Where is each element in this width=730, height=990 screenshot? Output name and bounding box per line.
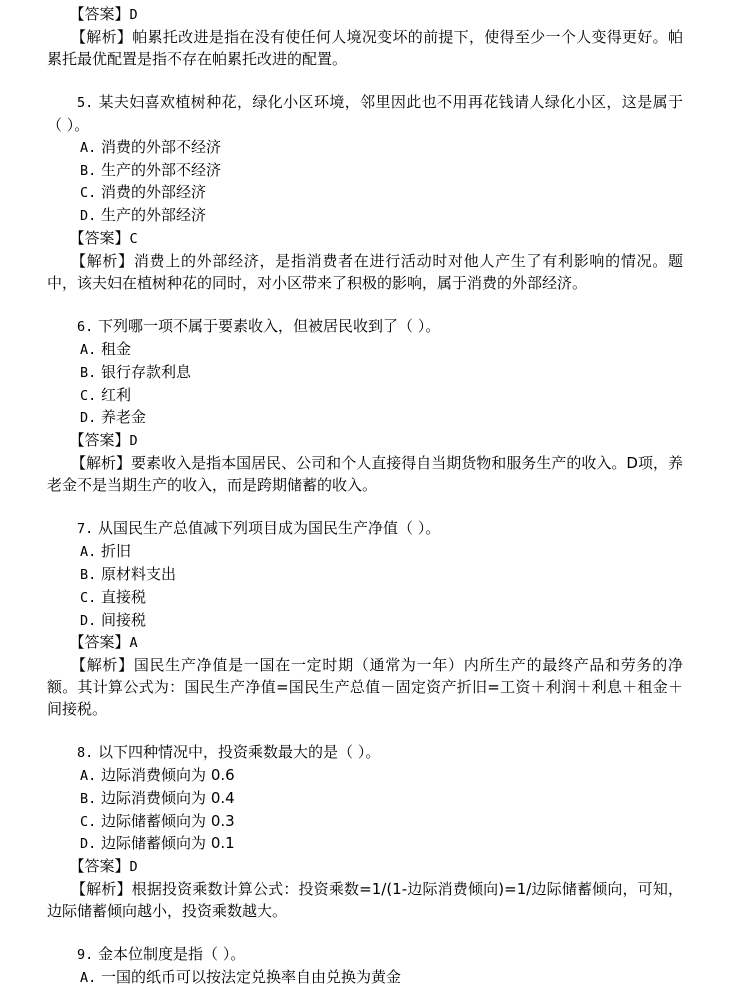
choice-d[interactable] — [47, 407, 683, 430]
choice-letter: C. — [80, 589, 97, 606]
explanation-line — [47, 27, 683, 71]
question-block-6 — [47, 316, 683, 496]
question-number: 6. — [77, 319, 94, 336]
explanation-line — [47, 655, 683, 720]
answer-label: 【答案】 — [69, 857, 130, 876]
explanation-label: 【解析】 — [71, 656, 134, 675]
choice-a[interactable] — [47, 137, 683, 160]
choice-letter: A. — [80, 970, 97, 987]
choice-letter: C. — [80, 387, 97, 404]
choice-a[interactable] — [47, 967, 683, 990]
choice-letter: A. — [80, 139, 97, 156]
block-spacer — [47, 721, 683, 743]
choice-text: 生产的外部经济 — [101, 206, 207, 225]
question-text: 金本位制度是指（ ）。 — [98, 945, 246, 964]
choice-a[interactable] — [47, 765, 683, 788]
answer-value: D — [129, 7, 138, 23]
answer-value: C — [129, 230, 138, 247]
choice-text: 直接税 — [101, 587, 147, 606]
choice-letter: C. — [80, 813, 97, 830]
block-spacer — [47, 294, 683, 316]
choice-text: 银行存款利息 — [101, 362, 192, 381]
question-number: 8. — [77, 745, 94, 762]
answer-line — [47, 228, 683, 251]
question-text: 下列哪一项不属于要素收入，但被居民收到了（ ）。 — [98, 317, 441, 336]
choice-text: 边际储蓄倾向为 0.1 — [101, 834, 235, 853]
question-stem — [47, 742, 683, 765]
choice-text: 边际消费倾向为 0.6 — [101, 766, 235, 785]
explanation-text: 帕累托改进是指在没有使任何人境况变坏的前提下，使得至少一个人变得更好。帕累托最优配置是指不存在帕累托改进的配置。 — [47, 27, 683, 68]
choice-text: 消费的外部经济 — [101, 183, 207, 202]
block-spacer — [47, 923, 683, 945]
answer-label: 【答案】 — [69, 633, 130, 652]
question-stem — [47, 316, 683, 339]
choice-letter: B. — [80, 790, 97, 807]
answer-value: D — [129, 859, 138, 876]
choice-text: 消费的外部不经济 — [101, 137, 222, 156]
explanation-text: 国民生产净值是一国在一定时期（通常为一年）内所生产的最终产品和劳务的净额。其计算公式为：国民生产净值=国民生产总值－固定资产折旧=工资＋利润＋利息＋租金＋间接税。 — [47, 656, 683, 718]
choice-a[interactable] — [47, 541, 683, 564]
block-spacer — [47, 70, 683, 92]
choice-c[interactable] — [47, 587, 683, 610]
question-number: 9. — [77, 947, 94, 964]
choice-letter: D. — [80, 836, 97, 853]
document-body — [47, 4, 683, 990]
explanation-line — [47, 453, 683, 497]
answer-line — [47, 856, 683, 879]
explanation-text: 要素收入是指本国居民、公司和个人直接得自当期货物和服务生产的收入。D项，养老金不是当期生产的收入，而是跨期储蓄的收入。 — [47, 453, 683, 494]
choice-a[interactable] — [47, 339, 683, 362]
choice-letter: C. — [80, 185, 97, 202]
explanation-label: 【解析】 — [71, 251, 134, 270]
explanation-line — [47, 879, 683, 923]
choice-text: 原材料支出 — [101, 564, 177, 583]
choice-letter: B. — [80, 566, 97, 583]
answer-value: A — [129, 635, 138, 652]
choice-text: 折旧 — [101, 542, 132, 561]
explanation-text: 根据投资乘数计算公式：投资乘数=1/(1-边际消费倾向)=1/边际储蓄倾向，可知，边际储蓄倾向越小，投资乘数越大。 — [47, 880, 683, 920]
choice-text: 间接税 — [101, 610, 147, 629]
question-stem — [47, 92, 683, 137]
choice-c[interactable] — [47, 811, 683, 834]
question-text: 从国民生产总值减下列项目成为国民生产净值（ ）。 — [98, 519, 441, 538]
choice-letter: D. — [80, 612, 97, 629]
question-block-9 — [47, 944, 683, 990]
question-stem — [47, 518, 683, 541]
answer-line — [47, 430, 683, 453]
choice-text: 养老金 — [101, 408, 147, 427]
choice-b[interactable] — [47, 362, 683, 385]
choice-letter: B. — [80, 364, 97, 381]
question-block-5 — [47, 92, 683, 294]
explanation-label: 【解析】 — [71, 27, 133, 46]
answer-line — [47, 4, 683, 27]
choice-text: 边际储蓄倾向为 0.3 — [101, 811, 235, 830]
answer-label: 【答案】 — [69, 228, 130, 247]
choice-b[interactable] — [47, 160, 683, 183]
choice-b[interactable] — [47, 788, 683, 811]
choice-letter: D. — [80, 410, 97, 427]
question-number: 5. — [77, 95, 94, 112]
block-spacer — [47, 497, 683, 519]
choice-b[interactable] — [47, 564, 683, 587]
choice-text: 边际消费倾向为 0.4 — [101, 788, 235, 807]
question-block-8 — [47, 742, 683, 922]
choice-letter: B. — [80, 162, 97, 179]
choice-letter: A. — [80, 341, 97, 358]
choice-text: 一国的纸币可以按法定兑换率自由兑换为黄金 — [101, 968, 402, 987]
choice-text: 生产的外部不经济 — [101, 160, 222, 179]
answer-line — [47, 632, 683, 655]
explanation-label: 【解析】 — [71, 880, 132, 899]
answer-label: 【答案】 — [69, 5, 130, 23]
explanation-line — [47, 251, 683, 295]
choice-letter: D. — [80, 208, 97, 225]
choice-c[interactable] — [47, 385, 683, 408]
choice-letter: A. — [80, 768, 97, 785]
choice-d[interactable] — [47, 205, 683, 228]
question-number: 7. — [77, 521, 94, 538]
choice-d[interactable] — [47, 610, 683, 633]
explanation-text: 消费上的外部经济，是指消费者在进行活动时对他人产生了有利影响的情况。题中，该夫妇在植树种花的同时，对小区带来了积极的影响，属于消费的外部经济。 — [47, 251, 683, 292]
question-text: 以下四种情况中，投资乘数最大的是（ ）。 — [98, 743, 381, 762]
choice-d[interactable] — [47, 833, 683, 856]
carryover-block — [47, 4, 683, 70]
question-text: 某夫妇喜欢植树种花，绿化小区环境，邻里因此也不用再花钱请人绿化小区，这是属于（ ）。 — [47, 93, 683, 134]
question-block-7 — [47, 518, 683, 720]
choice-c[interactable] — [47, 182, 683, 205]
choice-text: 红利 — [101, 385, 132, 404]
choice-letter: A. — [80, 544, 97, 561]
explanation-label: 【解析】 — [71, 453, 132, 472]
answer-value: D — [129, 433, 138, 450]
answer-label: 【答案】 — [69, 431, 130, 450]
choice-text: 租金 — [101, 339, 132, 358]
